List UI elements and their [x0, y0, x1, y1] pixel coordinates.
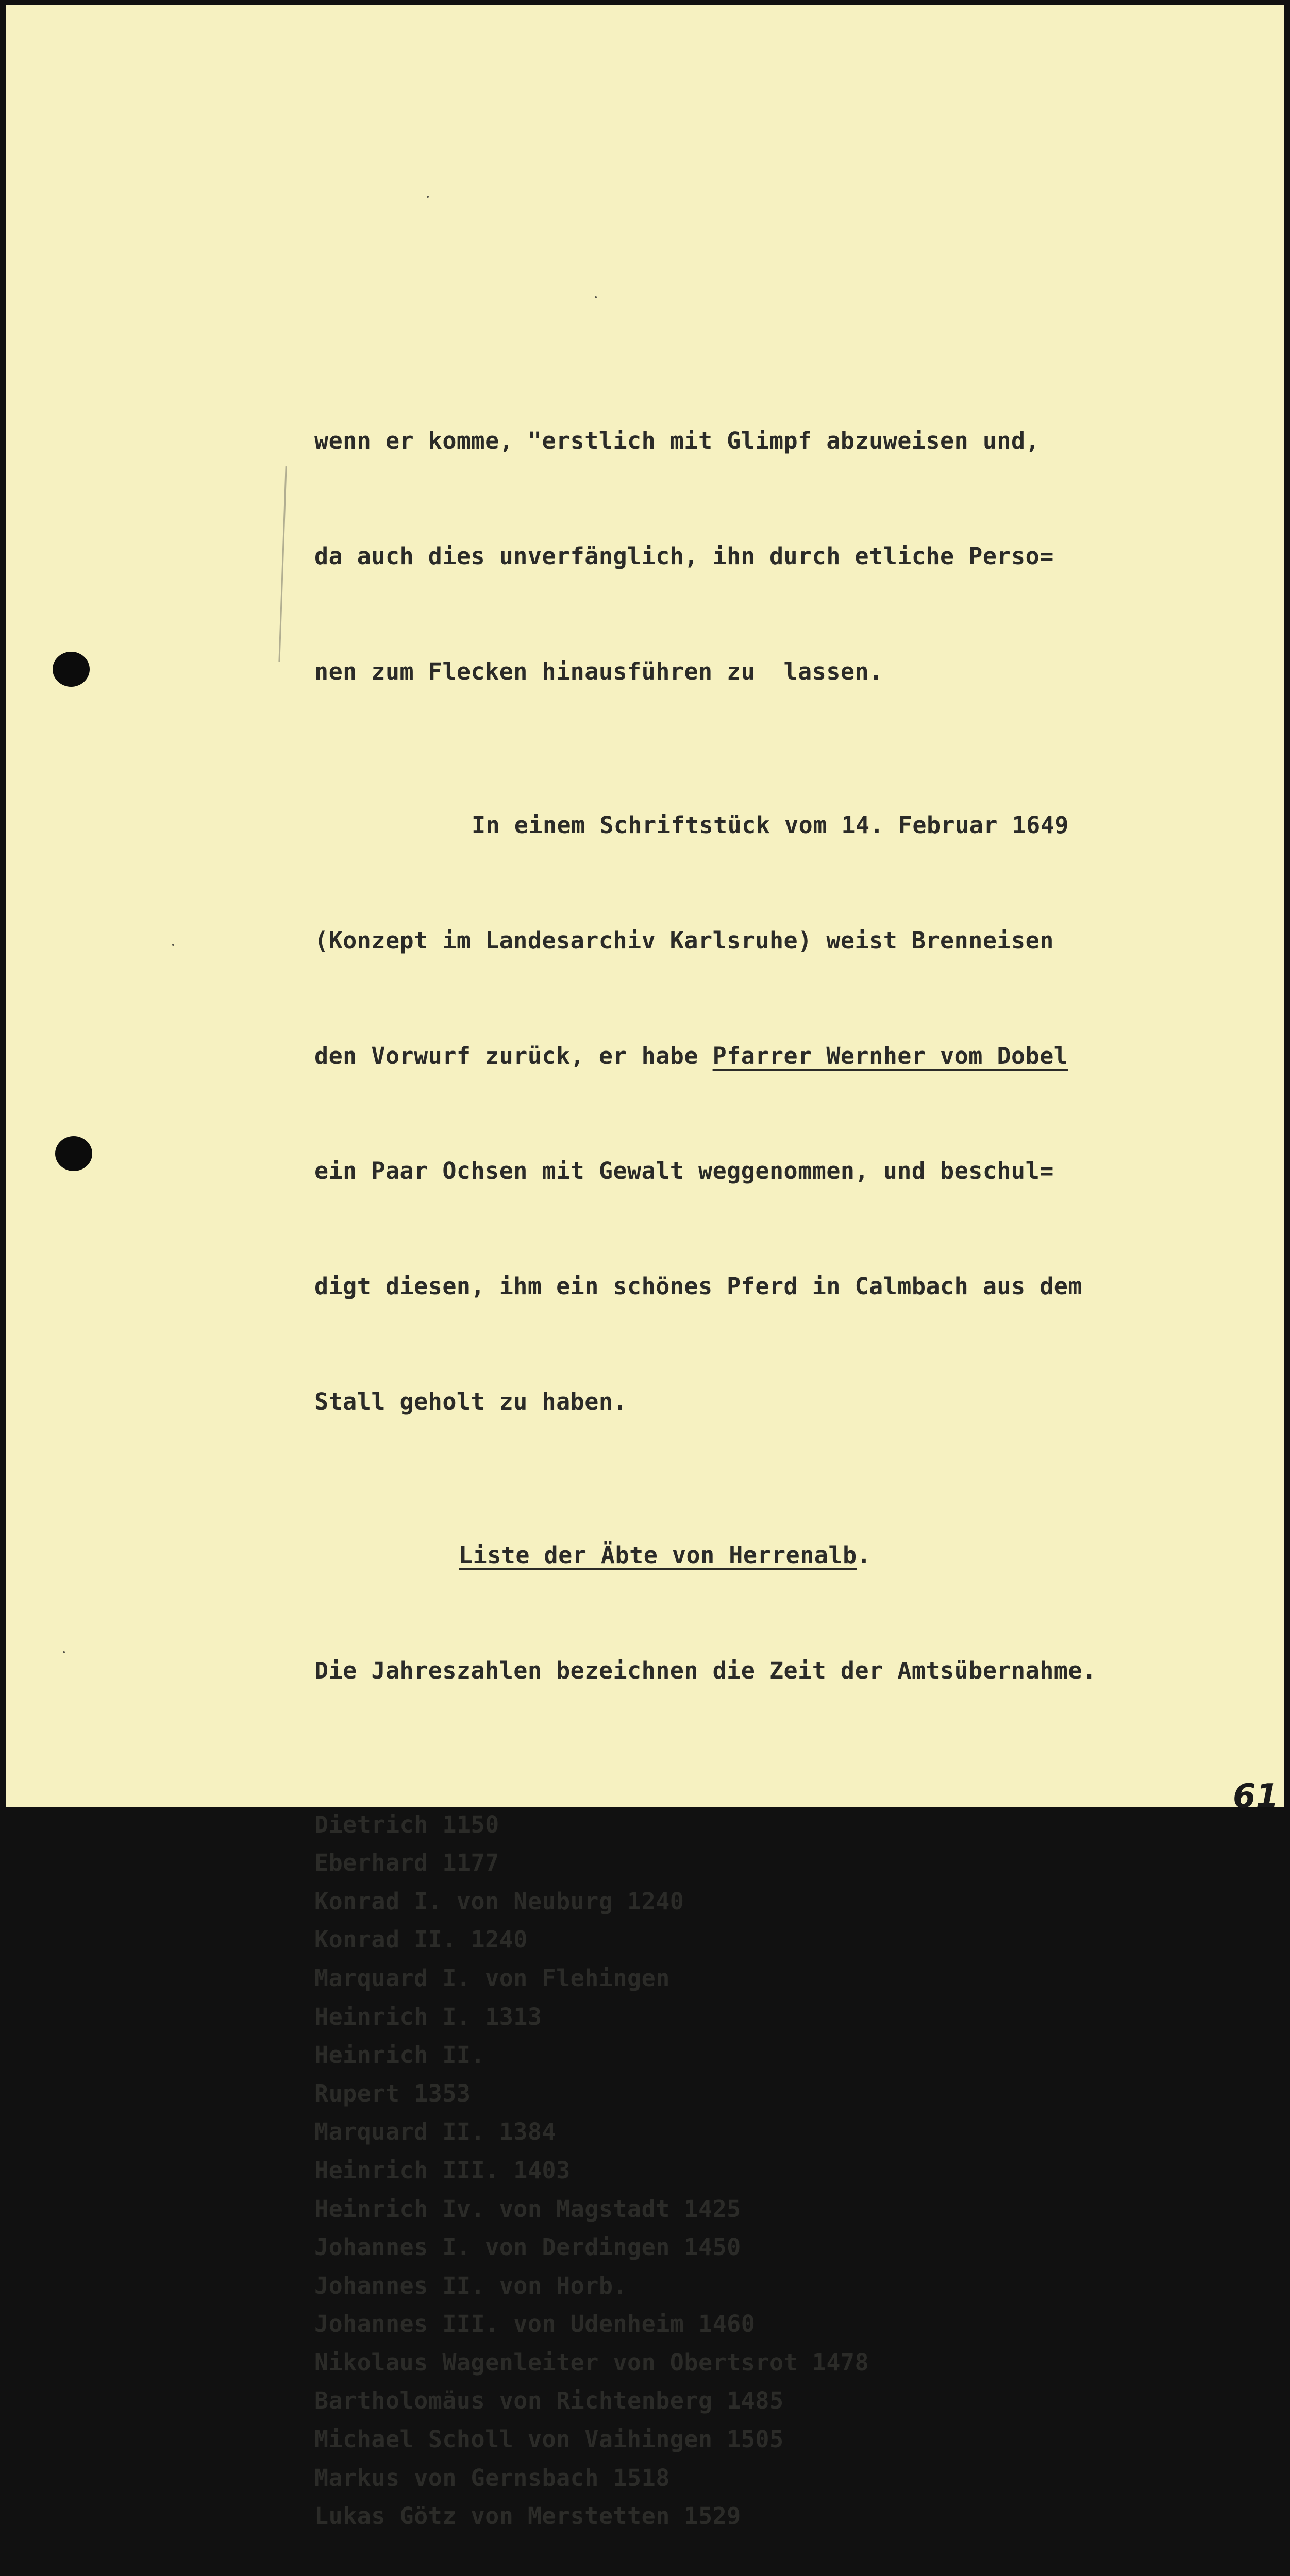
punch-hole-bottom	[55, 1136, 92, 1171]
list-item: Johannes I. von Derdingen 1450	[314, 2233, 741, 2261]
text-line: digt diesen, ihm ein schönes Pferd in Calmbach aus dem	[314, 1273, 1082, 1300]
punch-hole-top	[53, 652, 90, 687]
list-item: Dietrich 1150	[314, 1810, 499, 1838]
list-item: Heinrich Iv. von Magstadt 1425	[314, 2195, 741, 2223]
list-heading-period: .	[857, 1541, 872, 1569]
page-number: 61	[1233, 1777, 1279, 1816]
list-item: Markus von Gernsbach 1518	[314, 2464, 670, 2492]
list-item: Konrad II. 1240	[314, 1926, 528, 1954]
margin-pencil-mark	[278, 466, 289, 662]
list-item: Michael Scholl von Vaihingen 1505	[314, 2426, 784, 2453]
list-item: Heinrich I. 1313	[314, 2003, 542, 2030]
list-item: Nikolaus Wagenleiter von Obertsrot 1478	[314, 2348, 869, 2376]
text-line: (Konzept im Landesarchiv Karlsruhe) weist Brenneisen	[314, 926, 1054, 954]
text-line: ein Paar Ochsen mit Gewalt weggenommen, und beschul=	[314, 1157, 1054, 1185]
paper-speck	[595, 296, 597, 298]
list-item: Konrad I. von Neuburg 1240	[314, 1887, 684, 1915]
paper-speck	[63, 1651, 65, 1653]
text-line: da auch dies unverfänglich, ihn durch etliche Perso=	[314, 542, 1054, 570]
list-heading-text: Liste der Äbte von Herrenalb	[459, 1541, 857, 1569]
list-item: Johannes III. von Udenheim 1460	[314, 2310, 756, 2338]
text-fragment: den Vorwurf zurück, er habe	[314, 1042, 713, 1070]
text-line: In einem Schriftstück vom 14. Februar 1649	[472, 811, 1069, 839]
typewritten-text	[314, 345, 1097, 2576]
list-item: Rupert 1353	[314, 2079, 471, 2107]
text-line: nen zum Flecken hinausführen zu lassen.	[314, 657, 883, 685]
list-item: Lukas Götz von Merstetten 1529	[314, 2502, 741, 2530]
paper-speck	[427, 196, 429, 198]
list-item: Bartholomäus von Richtenberg 1485	[314, 2387, 784, 2415]
abbot-list	[314, 1806, 1097, 2536]
list-item: Eberhard 1177	[314, 1849, 499, 1877]
list-item: Marquard II. 1384	[314, 2118, 557, 2146]
paper-speck	[172, 944, 174, 946]
text-line: wenn er komme, "erstlich mit Glimpf abzuweisen und,	[314, 427, 1040, 455]
list-intro: Die Jahreszahlen bezeichnen die Zeit der Amtsübernahme.	[314, 1657, 1097, 1685]
list-heading	[314, 1536, 1097, 1575]
document-page	[6, 5, 1284, 2530]
list-item: Heinrich III. 1403	[314, 2156, 571, 2184]
list-item: Johannes II. von Horb.	[314, 2272, 628, 2299]
underlined-name: Pfarrer Wernher vom Dobel	[712, 1042, 1068, 1070]
list-item: Marquard I. von Flehingen	[314, 1964, 670, 1992]
list-item: Heinrich II.	[314, 2041, 485, 2069]
text-line: Stall geholt zu haben.	[314, 1388, 628, 1416]
text-line	[314, 1037, 1097, 1076]
